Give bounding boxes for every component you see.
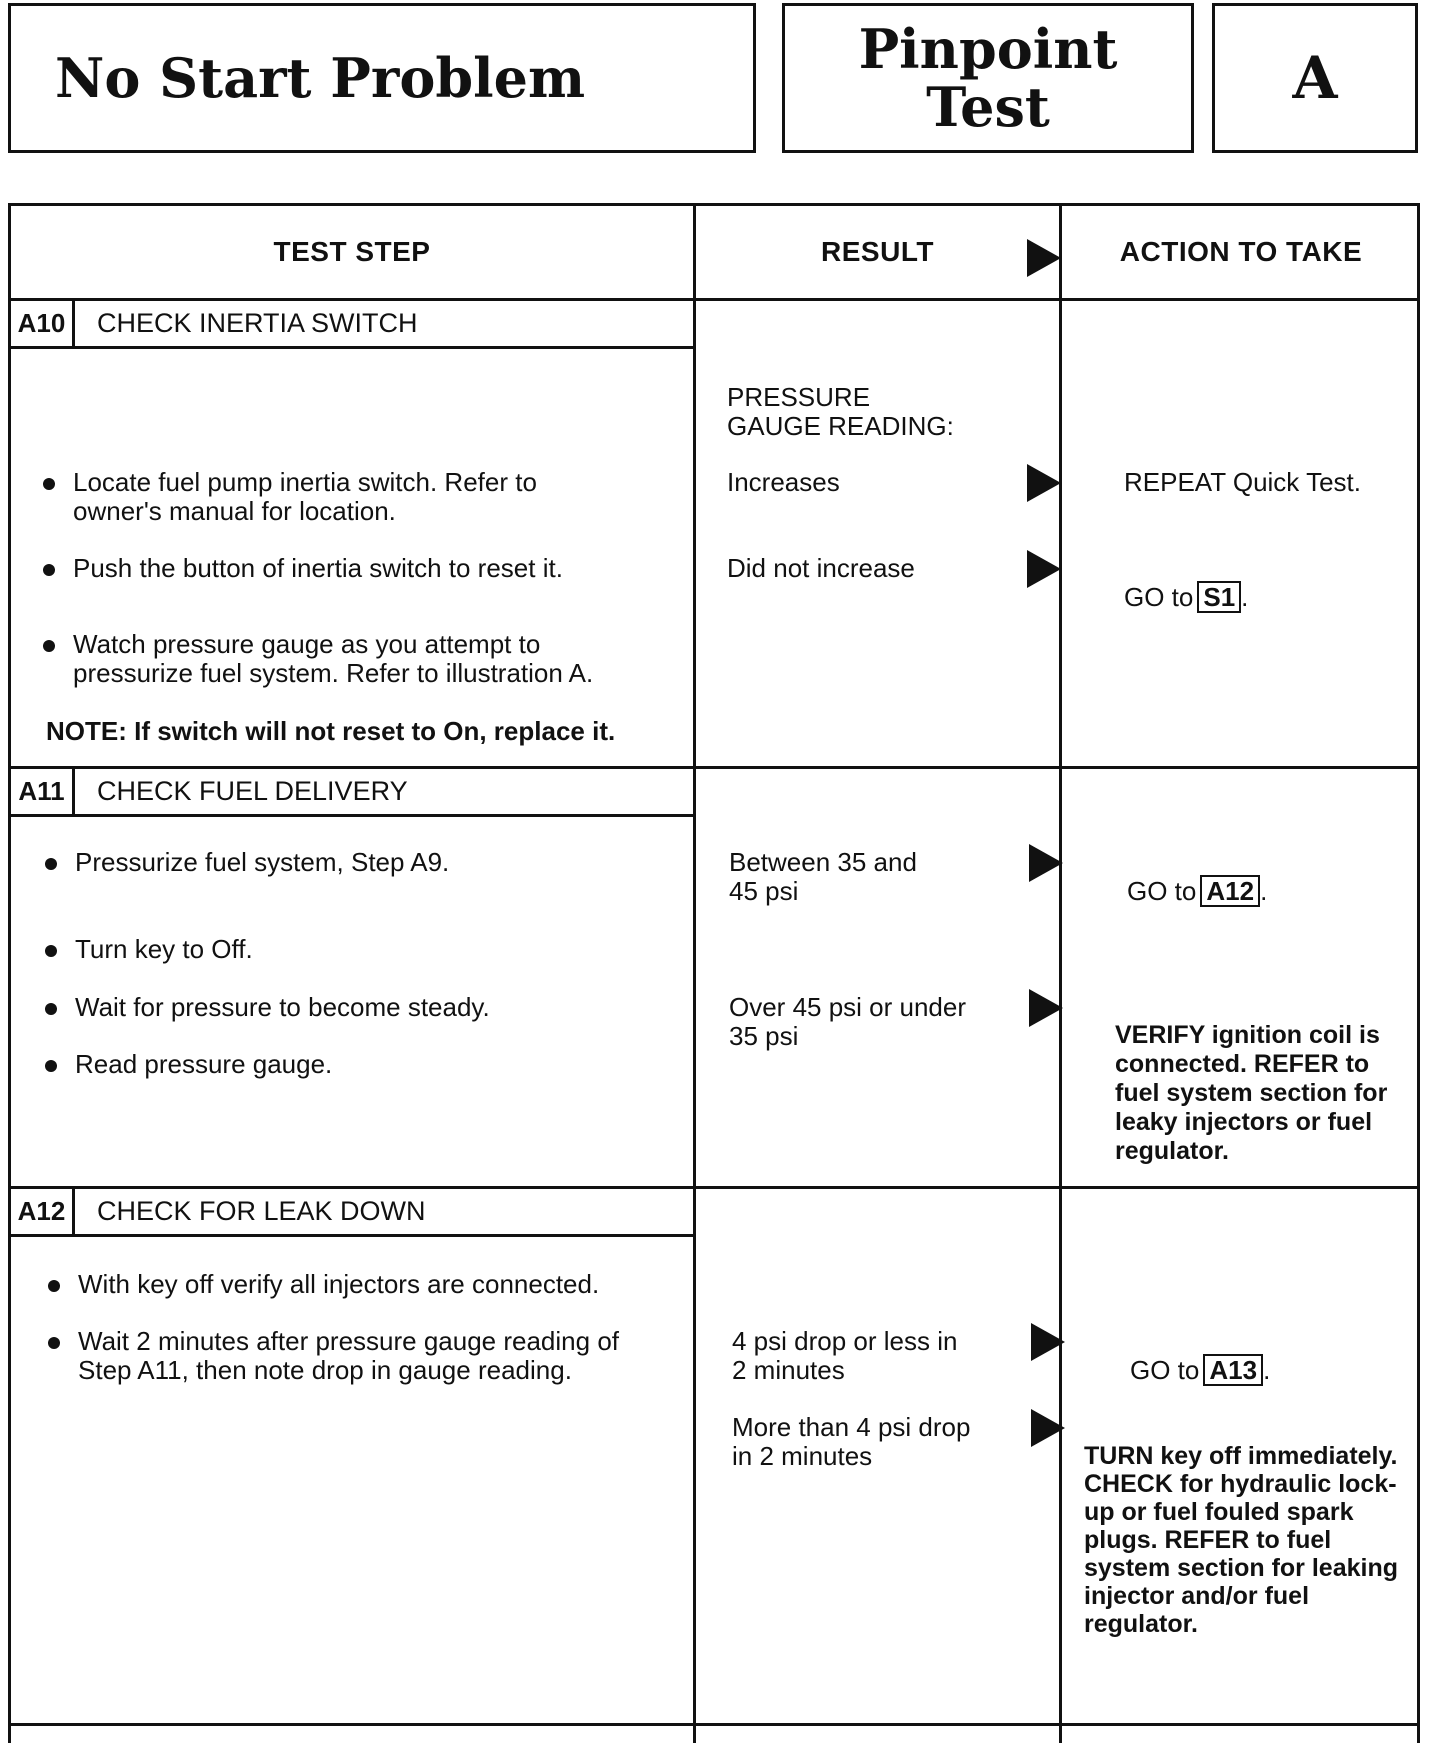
action-item: REPEAT Quick Test. [1124,467,1361,497]
arrow-icon [1027,239,1061,277]
step-id: A11 [11,769,75,814]
list-item: Read pressure gauge. [45,1050,332,1079]
action-item [1124,552,1248,613]
result-item: More than 4 psi drop in 2 minutes [732,1412,971,1471]
action-item: TURN key off immediately. CHECK for hydraulic lock- up or fuel fouled spark plugs. REFER to fuel system section for leaking injector and/or fuel regulator. [1084,1442,1399,1638]
arrow-icon [1027,550,1061,588]
step-title: CHECK FUEL DELIVERY [97,776,408,806]
result-item: Increases [727,467,840,497]
step-id: A12 [11,1189,75,1234]
pinpoint-line2: Test [926,75,1050,139]
test-letter-text: A [1292,44,1338,112]
row-divider [11,1723,1417,1726]
test-letter [1212,3,1418,153]
page-title [8,3,756,153]
column-header-test-step: TEST STEP [273,236,431,267]
arrow-icon [1029,844,1063,882]
pinpoint-line1: Pinpoint [858,17,1118,81]
arrow-icon [1031,1323,1065,1361]
action-item [1130,1325,1270,1386]
pinpoint-table [8,203,1420,1743]
column-header-action: ACTION TO TAKE [1119,236,1363,267]
action-prefix: GO to [1127,876,1197,906]
step-reference-box[interactable]: S1 [1197,581,1241,613]
pinpoint-test-label [782,3,1194,153]
list-item: Wait for pressure to become steady. [45,993,490,1022]
result-item: Did not increase [727,553,915,583]
page-title-text: No Start Problem [55,46,586,110]
column-header-result: RESULT [821,236,934,267]
step-reference-box[interactable]: A13 [1203,1354,1263,1386]
step-label-a10 [11,301,696,349]
result-item: 4 psi drop or less in 2 minutes [732,1326,958,1385]
step-id: A10 [11,301,75,346]
action-item: VERIFY ignition coil is connected. REFER to fuel system section for leaky injectors or fuel regulator. [1115,1021,1388,1165]
action-suffix: . [1263,1355,1271,1385]
arrow-icon [1031,1409,1065,1447]
result-heading: PRESSURE GAUGE READING: [727,382,954,441]
action-prefix: GO to [1124,582,1194,612]
step-title: CHECK FOR LEAK DOWN [97,1196,426,1226]
list-item: Push the button of inertia switch to reset it. [43,554,563,583]
arrow-icon [1029,989,1063,1027]
list-item: Turn key to Off. [45,935,253,964]
column-divider [693,206,696,1743]
arrow-icon [1027,464,1061,502]
step-note: NOTE: If switch will not reset to On, replace it. [46,716,616,746]
result-item: Between 35 and 45 psi [729,847,917,906]
step-title: CHECK INERTIA SWITCH [97,308,418,338]
action-prefix: GO to [1130,1355,1200,1385]
action-item [1127,846,1267,907]
list-item: With key off verify all injectors are connected. [48,1270,599,1299]
list-item: Locate fuel pump inertia switch. Refer to owner's manual for location. [43,468,537,526]
list-item: Watch pressure gauge as you attempt to pressurize fuel system. Refer to illustration A. [43,630,593,688]
result-item: Over 45 psi or under 35 psi [729,992,967,1051]
step-reference-box[interactable]: A12 [1200,875,1260,907]
action-suffix: . [1260,876,1268,906]
action-suffix: . [1241,582,1249,612]
step-label-a11 [11,769,696,817]
step-label-a12 [11,1189,696,1237]
list-item: Pressurize fuel system, Step A9. [45,848,449,877]
list-item: Wait 2 minutes after pressure gauge reading of Step A11, then note drop in gauge reading. [48,1327,619,1385]
column-divider [1059,206,1062,1743]
